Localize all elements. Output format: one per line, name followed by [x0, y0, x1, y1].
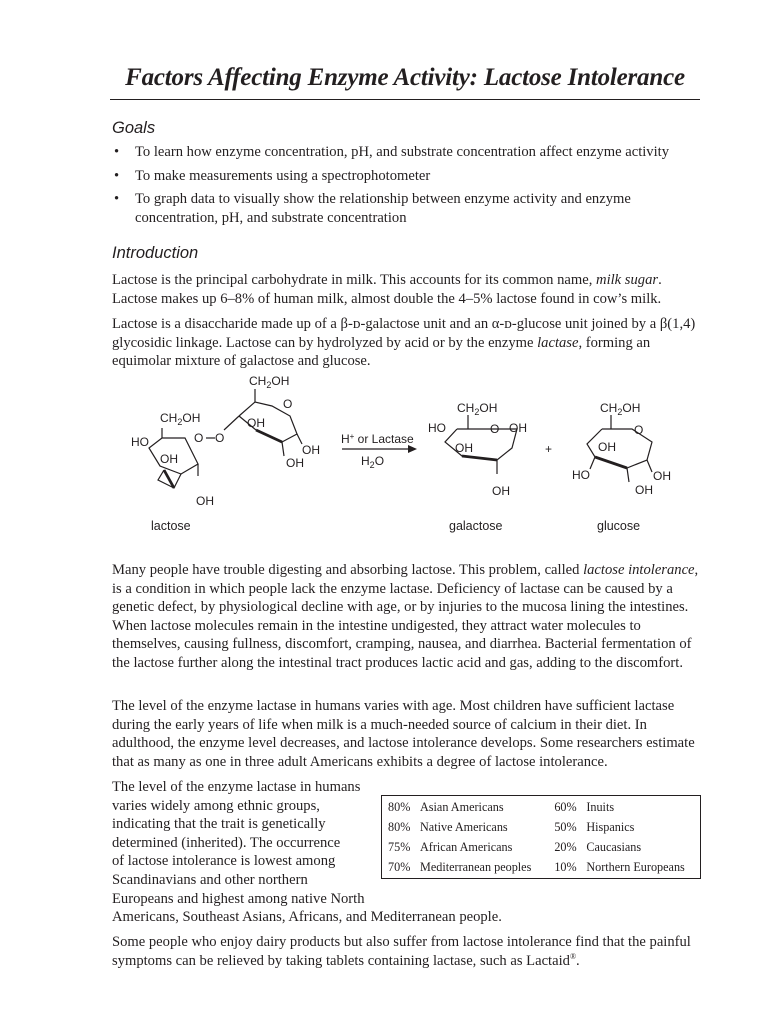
arrow-catalyst-label: H+ or Lactase	[341, 432, 414, 446]
oh-label: OH	[635, 483, 653, 497]
introduction-heading: Introduction	[112, 244, 199, 262]
intro-paragraph-1: Lactose is the principal carbohydrate in milk. This accounts for its common name, milk sugar. Lactose makes up 6–8% of human milk, almost double the 4–5% lactose found in cow’s milk.	[112, 272, 662, 307]
goal-item: • To learn how enzyme concentration, pH, and substrate concentration affect enzyme activity	[114, 144, 670, 160]
table-row: 80% Native Americans 50% Hispanics	[388, 820, 635, 834]
arrow-water-label: $H_2O$	[361, 454, 385, 470]
ring-oxygen-label: O	[194, 431, 204, 445]
oh-label: OH	[286, 456, 304, 470]
title-rule	[110, 99, 700, 100]
intro-paragraph-2: Lactose is a disaccharide made up of a β-ᴅ-galactose unit and an α-ᴅ-glucose unit joined by a β(1,4) glycosidic linkage. Lactose can by hydrolyzed by acid or by the enzyme lactase, forming an equimolar mixture of galactose and glucose.	[112, 316, 696, 370]
table-row: 75% African Americans 20% Caucasians	[388, 840, 642, 854]
oh-label: OH	[196, 494, 214, 508]
ring-oxygen-label: O	[283, 397, 293, 411]
intro-paragraph-4: The level of the enzyme lactase in humans varies with age. Most children have sufficient lactase during the early years of life when milk is a much-needed source of calcium in their diet. In adulthood, the enzyme level decreases, and lactose intolerance develops. Some researchers estimate that as many as one in three adult Americans exhibits a degree of lactose intolerance.	[112, 698, 695, 770]
lactose-hydrolysis-scheme	[112, 372, 702, 540]
ring-oxygen-label: O	[490, 422, 500, 436]
goals-heading: Goals	[112, 119, 156, 137]
intro-paragraph-3: Many people have trouble digesting and absorbing lactose. This problem, called lactose intolerance, is a condition in which people lack the enzyme lactase. Deficiency of lactase can be caused by a genetic defect, by physiological decline with age, or by injuries to the mucosa lining the intestines. When lactose molecules remain in the intestine undigested, they attract water molecules to themselves, causing fullness, discomfort, cramping, nausea, and diarrhea. Bacterial fermentation of the lactose further along the intestinal tract produces lactic acid and gas, adding to the discomfort.	[112, 562, 699, 671]
reaction-arrow-icon	[408, 445, 417, 453]
oh-label: OH	[160, 452, 178, 466]
ring-oxygen-label: O	[634, 423, 644, 437]
ho-label: HO	[572, 468, 590, 482]
galactose-label: galactose	[449, 519, 503, 533]
table-row: 80% Asian Americans 60% Inuits	[388, 800, 615, 814]
table-row: 70% Mediterranean peoples 10% Northern Europeans	[388, 860, 685, 874]
lactose-label: lactose	[151, 519, 191, 533]
oh-label: OH	[302, 443, 320, 457]
bullet-icon: •	[114, 191, 120, 208]
bullet-icon: •	[114, 144, 120, 160]
oh-label: OH	[455, 441, 473, 455]
oh-label: OH	[247, 416, 265, 430]
goal-item: • To graph data to visually show the relationship between enzyme activity and enzyme concentration, pH, and substrate concentration	[114, 191, 631, 226]
oh-label: OH	[509, 421, 527, 435]
ch2oh-label: $CH_2OH$	[249, 374, 290, 390]
ch2oh-label: $CH_2OH$	[457, 401, 498, 417]
page-title: Factors Affecting Enzyme Activity: Lactose Intolerance	[125, 64, 685, 91]
intro-paragraph-5: The level of the enzyme lactase in humans varies widely among ethnic groups, indicating that the trait is genetically determined (inherited). The occurrence of lactose intolerance is lowest among Scandinavians and other northern Europeans and highest among native North Americans, Southeast Asians, Africans, and Mediterranean people.	[112, 779, 502, 926]
goals-list	[112, 143, 702, 232]
ch2oh-label: $CH_2OH$	[160, 411, 201, 427]
ho-label: HO	[428, 421, 446, 435]
ch2oh-label: $CH_2OH$	[600, 401, 641, 417]
intro-paragraph-6: Some people who enjoy dairy products but also suffer from lactose intolerance find that the painful symptoms can be relieved by taking tablets containing lactase, such as Lactaid®.	[112, 934, 691, 969]
goal-item: • To make measurements using a spectrophotometer	[114, 167, 431, 184]
oh-label: OH	[492, 484, 510, 498]
ho-label: HO	[131, 435, 149, 449]
oh-label: OH	[598, 440, 616, 454]
glycosidic-oxygen-label: O	[215, 431, 225, 445]
glucose-label: glucose	[597, 519, 641, 533]
bullet-icon: •	[114, 167, 120, 184]
plus-sign: +	[545, 442, 553, 456]
oh-label: OH	[653, 469, 671, 483]
lactose-intolerance-prevalence-table	[381, 795, 701, 879]
